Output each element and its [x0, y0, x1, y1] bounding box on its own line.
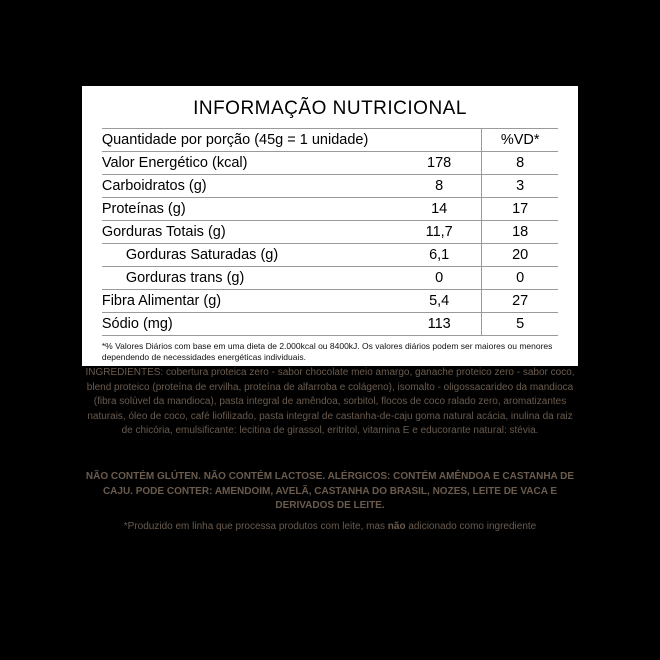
production-note: [110, 520, 550, 535]
row-label: Gorduras Totais (g): [102, 221, 397, 244]
nutrition-panel: [82, 86, 578, 366]
row-label: Carboidratos (g): [102, 175, 397, 198]
table-row: [102, 244, 558, 267]
row-vd: 8: [482, 152, 559, 175]
table-header-row: [102, 129, 558, 152]
production-note-prefix: *Produzido em linha que processa produtos com leite, mas: [123, 521, 388, 532]
row-label: Proteínas (g): [102, 198, 397, 221]
row-value: 11,7: [397, 221, 482, 244]
row-label: Sódio (mg): [102, 313, 397, 336]
row-label: Gorduras trans (g): [102, 267, 397, 290]
daily-value-footnote: *% Valores Diários com base em uma dieta de 2.000kcal ou 8400kJ. Os valores diários podem ser maiores ou menores dependendo de necessidades energéticas individuais.: [101, 341, 553, 362]
row-vd: 5: [482, 313, 559, 336]
row-vd: 0: [482, 267, 559, 290]
table-row: [102, 267, 558, 290]
table-row: [102, 290, 558, 313]
column-header-serving: Quantidade por porção (45g = 1 unidade): [102, 129, 482, 152]
row-label: Gorduras Saturadas (g): [102, 244, 397, 267]
table-row: [102, 152, 558, 175]
row-vd: 3: [482, 175, 559, 198]
row-vd: 20: [482, 244, 559, 267]
production-note-suffix: adicionado como ingrediente: [405, 521, 537, 532]
row-value: 178: [397, 152, 482, 175]
table-row: [102, 175, 558, 198]
row-value: 0: [397, 267, 482, 290]
row-vd: 27: [482, 290, 559, 313]
row-value: 14: [397, 198, 482, 221]
row-vd: 18: [482, 221, 559, 244]
row-label: Fibra Alimentar (g): [102, 290, 397, 313]
allergen-warning: NÃO CONTÉM GLÚTEN. NÃO CONTÉM LACTOSE. ALÉRGICOS: CONTÉM AMÊNDOA E CASTANHA DE CAJU. PODE CONTER: AMENDOIM, AVELÃ, CASTANHA DO BRASIL, NOZES, LEITE DE VACA E DERIVADOS DE LEITE.: [85, 471, 575, 511]
row-value: 8: [397, 175, 482, 198]
row-value: 5,4: [397, 290, 482, 313]
row-value: 113: [397, 313, 482, 336]
table-row: [102, 198, 558, 221]
column-header-vd: %VD*: [482, 129, 559, 152]
table-row: [102, 313, 558, 336]
table-row: [102, 221, 558, 244]
production-note-emphasis: não: [387, 521, 406, 532]
row-value: 6,1: [397, 244, 482, 267]
row-label: Valor Energético (kcal): [102, 152, 397, 175]
nutrition-table: [102, 128, 558, 336]
row-vd: 17: [482, 198, 559, 221]
nutrition-table-body: [102, 129, 558, 336]
ingredients-block: [82, 366, 578, 439]
ingredients-text: INGREDIENTES: cobertura proteica zero - sabor chocolate meio amargo, ganache proteico zero - sabor coco, blend proteico (proteína de ervilha, proteína de alfarroba e colágeno), isomalto - oligossacarideo da mandioca (fibra solúvel da mandioca), pasta integral de amêndoa, sorbitol, flocos de coco ralado zero, aromatizantes naturais, óleo de coco, café liofilizado, pasta integral de castanha-de-caju goma natural acácia, inulina da raiz de chicória, emulsificante: lecitina de girassol, eritritol, vitamina E e educorante natural: stévia.: [85, 367, 575, 436]
page-title: INFORMAÇÃO NUTRICIONAL: [193, 98, 467, 119]
